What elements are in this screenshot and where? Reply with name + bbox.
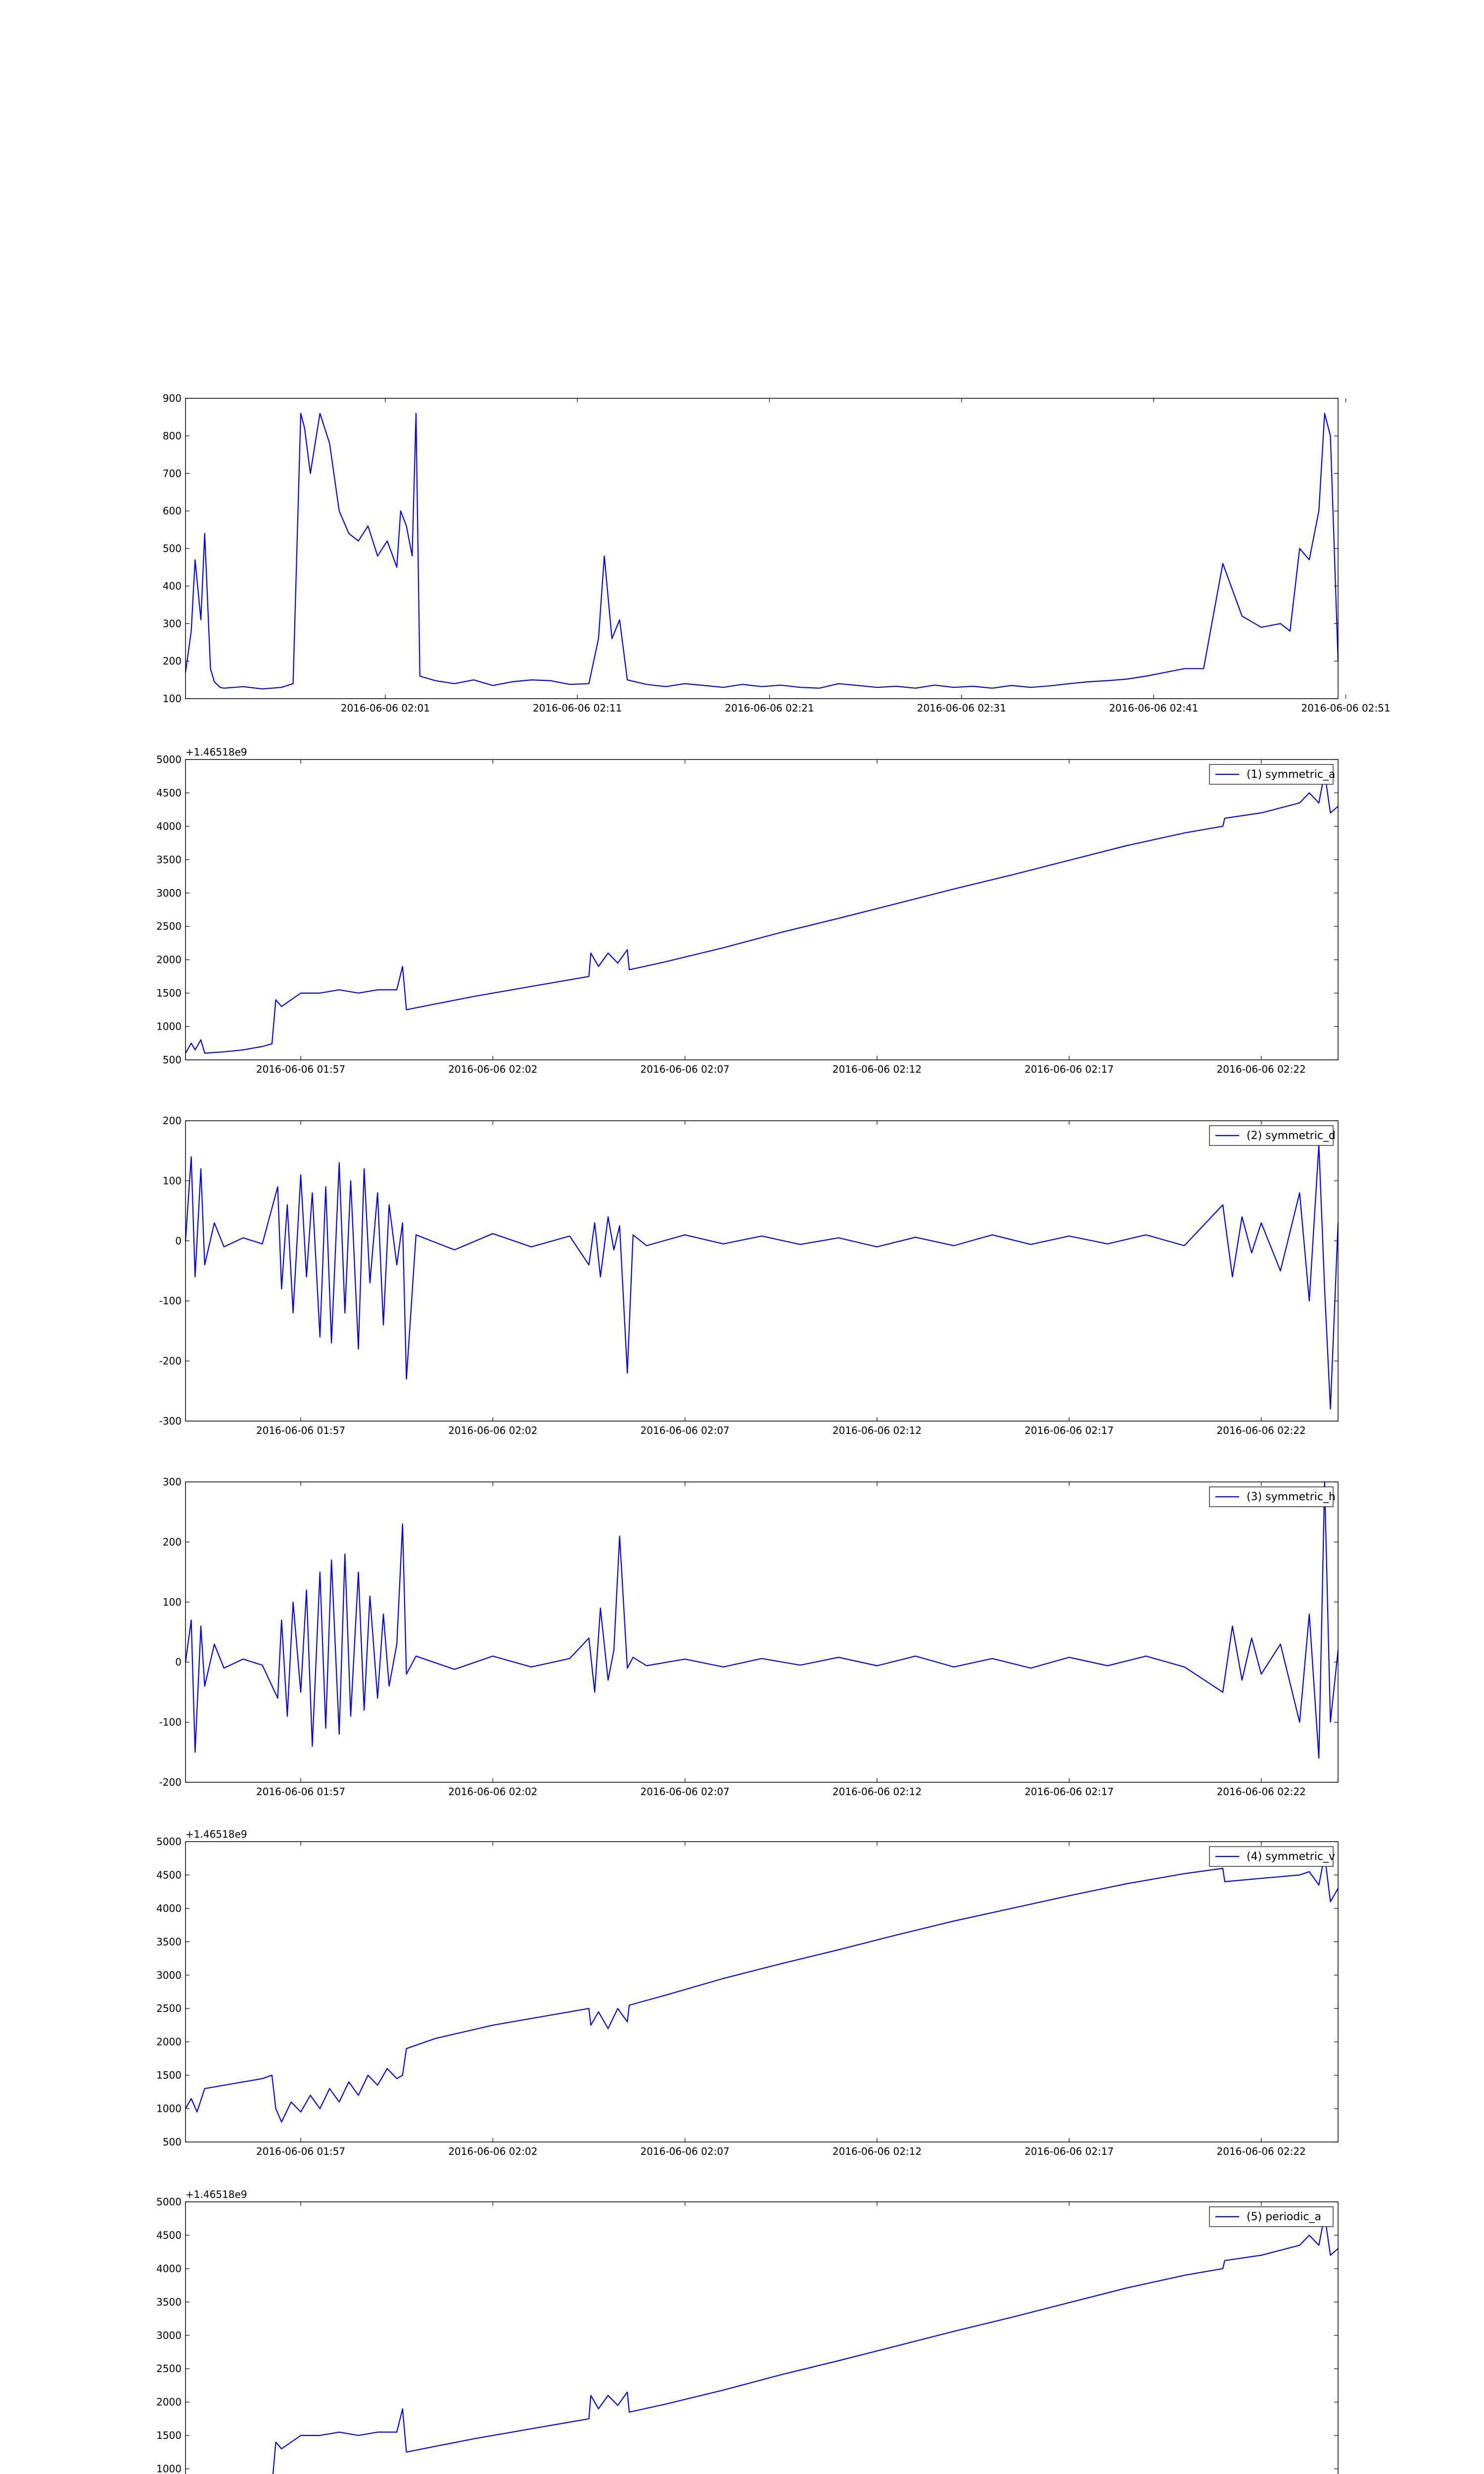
axes-frame [186, 1842, 1338, 2142]
legend-entry: (4) symmetric_v [1247, 1851, 1335, 1863]
y-tick-label: 200 [162, 1115, 182, 1127]
y-tick-label: -100 [159, 1716, 182, 1728]
legend-entry: (2) symmetric_d [1247, 1130, 1336, 1142]
x-tick-label: 2016-06-06 01:57 [256, 1786, 346, 1798]
x-tick-label: 2016-06-06 02:17 [1024, 1425, 1114, 1436]
x-tick-label: 2016-06-06 02:02 [448, 1063, 538, 1075]
y-tick-label: 4000 [156, 2262, 182, 2275]
axes-frame [186, 1121, 1338, 1421]
legend-entry: (5) periodic_a [1247, 2211, 1321, 2223]
x-tick-label: 2016-06-06 02:12 [832, 1063, 922, 1075]
y-tick-label: 3500 [156, 854, 182, 866]
x-tick-label: 2016-06-06 01:57 [256, 2145, 346, 2157]
y-tick-label: 100 [162, 1596, 182, 1608]
y-tick-label: 0 [175, 1235, 182, 1247]
y-tick-label: 200 [162, 655, 182, 667]
y-tick-label: 2500 [156, 2002, 182, 2015]
y-tick-label: 4000 [156, 820, 182, 832]
y-tick-label: 1000 [156, 2102, 182, 2115]
series-line-5-1 [186, 1855, 1338, 2122]
y-tick-label: 3000 [156, 1969, 182, 1981]
axes-frame [186, 2202, 1338, 2474]
y-tick-label: 4500 [156, 787, 182, 799]
x-tick-label: 2016-06-06 01:57 [256, 1063, 346, 1075]
y-offset-label: +1.46518e9 [186, 1828, 247, 1840]
x-tick-label: 2016-06-06 02:22 [1216, 1425, 1306, 1436]
y-tick-label: -200 [159, 1776, 182, 1788]
y-tick-label: 500 [162, 2136, 182, 2148]
x-tick-label: 2016-06-06 02:01 [340, 702, 430, 714]
y-tick-label: 3500 [156, 1936, 182, 1948]
y-tick-label: 3000 [156, 2329, 182, 2341]
x-tick-label: 2016-06-06 02:12 [832, 1786, 922, 1798]
x-tick-label: 2016-06-06 02:02 [448, 1786, 538, 1798]
subplot-5 [156, 1828, 1338, 2157]
axes-frame [186, 398, 1338, 699]
y-offset-label: +1.46518e9 [186, 746, 247, 758]
x-tick-label: 2016-06-06 02:17 [1024, 1786, 1114, 1798]
x-tick-label: 2016-06-06 01:57 [256, 1425, 346, 1436]
x-tick-label: 2016-06-06 02:02 [448, 2145, 538, 2157]
y-tick-label: 2500 [156, 2363, 182, 2375]
legend [1209, 764, 1335, 784]
y-tick-label: 0 [175, 1656, 182, 1668]
legend [1209, 2207, 1333, 2227]
y-tick-label: 100 [162, 693, 182, 705]
x-tick-label: 2016-06-06 02:07 [640, 1786, 730, 1798]
y-tick-label: 300 [162, 618, 182, 630]
x-tick-label: 2016-06-06 02:12 [832, 1425, 922, 1436]
x-tick-label: 2016-06-06 02:07 [640, 2145, 730, 2157]
y-tick-label: 4500 [156, 2229, 182, 2241]
x-tick-label: 2016-06-06 02:51 [1301, 702, 1391, 714]
x-tick-label: 2016-06-06 02:31 [917, 702, 1006, 714]
y-tick-label: 5000 [156, 1836, 182, 1848]
x-tick-label: 2016-06-06 02:22 [1216, 1786, 1306, 1798]
y-offset-label: +1.46518e9 [186, 2189, 247, 2200]
subplot-4 [159, 1476, 1338, 1798]
x-tick-label: 2016-06-06 02:17 [1024, 1063, 1114, 1075]
y-tick-label: -300 [159, 1415, 182, 1427]
x-tick-label: 2016-06-06 02:07 [640, 1063, 730, 1075]
y-tick-label: 400 [162, 580, 182, 592]
y-tick-label: 1000 [156, 1020, 182, 1033]
y-tick-label: 300 [162, 1476, 182, 1488]
y-tick-label: 5000 [156, 2196, 182, 2208]
x-tick-label: 2016-06-06 02:02 [448, 1425, 538, 1436]
axes-frame [186, 1482, 1338, 1782]
y-tick-label: 500 [162, 1054, 182, 1066]
legend [1209, 1126, 1336, 1145]
y-tick-label: -100 [159, 1295, 182, 1307]
legend-entry: (1) symmetric_a [1247, 768, 1336, 781]
y-tick-label: 600 [162, 505, 182, 517]
y-tick-label: 100 [162, 1175, 182, 1187]
y-tick-label: 2500 [156, 920, 182, 933]
x-tick-label: 2016-06-06 02:12 [832, 2145, 922, 2157]
series-line-4-1 [186, 1482, 1338, 1758]
y-tick-label: 5000 [156, 754, 182, 765]
legend [1209, 1847, 1335, 1866]
series-line-6-1 [186, 2215, 1338, 2474]
y-tick-label: 1500 [156, 987, 182, 999]
x-tick-label: 2016-06-06 02:11 [533, 702, 622, 714]
y-tick-label: 900 [162, 392, 182, 404]
subplot-1 [163, 392, 1391, 714]
x-tick-label: 2016-06-06 02:22 [1216, 1063, 1306, 1075]
series-line-2-1 [186, 773, 1338, 1053]
y-tick-label: 500 [162, 542, 182, 555]
x-tick-label: 2016-06-06 02:07 [640, 1425, 730, 1436]
subplot-2 [156, 746, 1338, 1075]
x-tick-label: 2016-06-06 02:41 [1109, 702, 1199, 714]
subplot-3 [159, 1115, 1338, 1436]
subplot-6 [156, 2189, 1338, 2474]
x-tick-label: 2016-06-06 02:21 [725, 702, 814, 714]
series-line-3-1 [186, 1145, 1338, 1409]
y-tick-label: 2000 [156, 953, 182, 966]
y-tick-label: 3500 [156, 2296, 182, 2308]
y-tick-label: 800 [162, 429, 182, 442]
y-tick-label: 1000 [156, 2463, 182, 2474]
y-tick-label: 1500 [156, 2069, 182, 2082]
y-tick-label: 700 [162, 467, 182, 479]
y-tick-label: 4000 [156, 1902, 182, 1914]
x-tick-label: 2016-06-06 02:22 [1216, 2145, 1306, 2157]
x-tick-label: 2016-06-06 02:17 [1024, 2145, 1114, 2157]
y-tick-label: 3000 [156, 887, 182, 899]
series-line-1-1 [186, 413, 1338, 689]
y-tick-label: 2000 [156, 2036, 182, 2048]
legend-entry: (3) symmetric_h [1247, 1491, 1336, 1503]
y-tick-label: 1500 [156, 2429, 182, 2442]
legend [1209, 1487, 1336, 1507]
y-tick-label: 200 [162, 1536, 182, 1548]
y-tick-label: 4500 [156, 1869, 182, 1881]
y-tick-label: 2000 [156, 2396, 182, 2408]
axes-frame [186, 760, 1338, 1060]
y-tick-label: -200 [159, 1355, 182, 1367]
